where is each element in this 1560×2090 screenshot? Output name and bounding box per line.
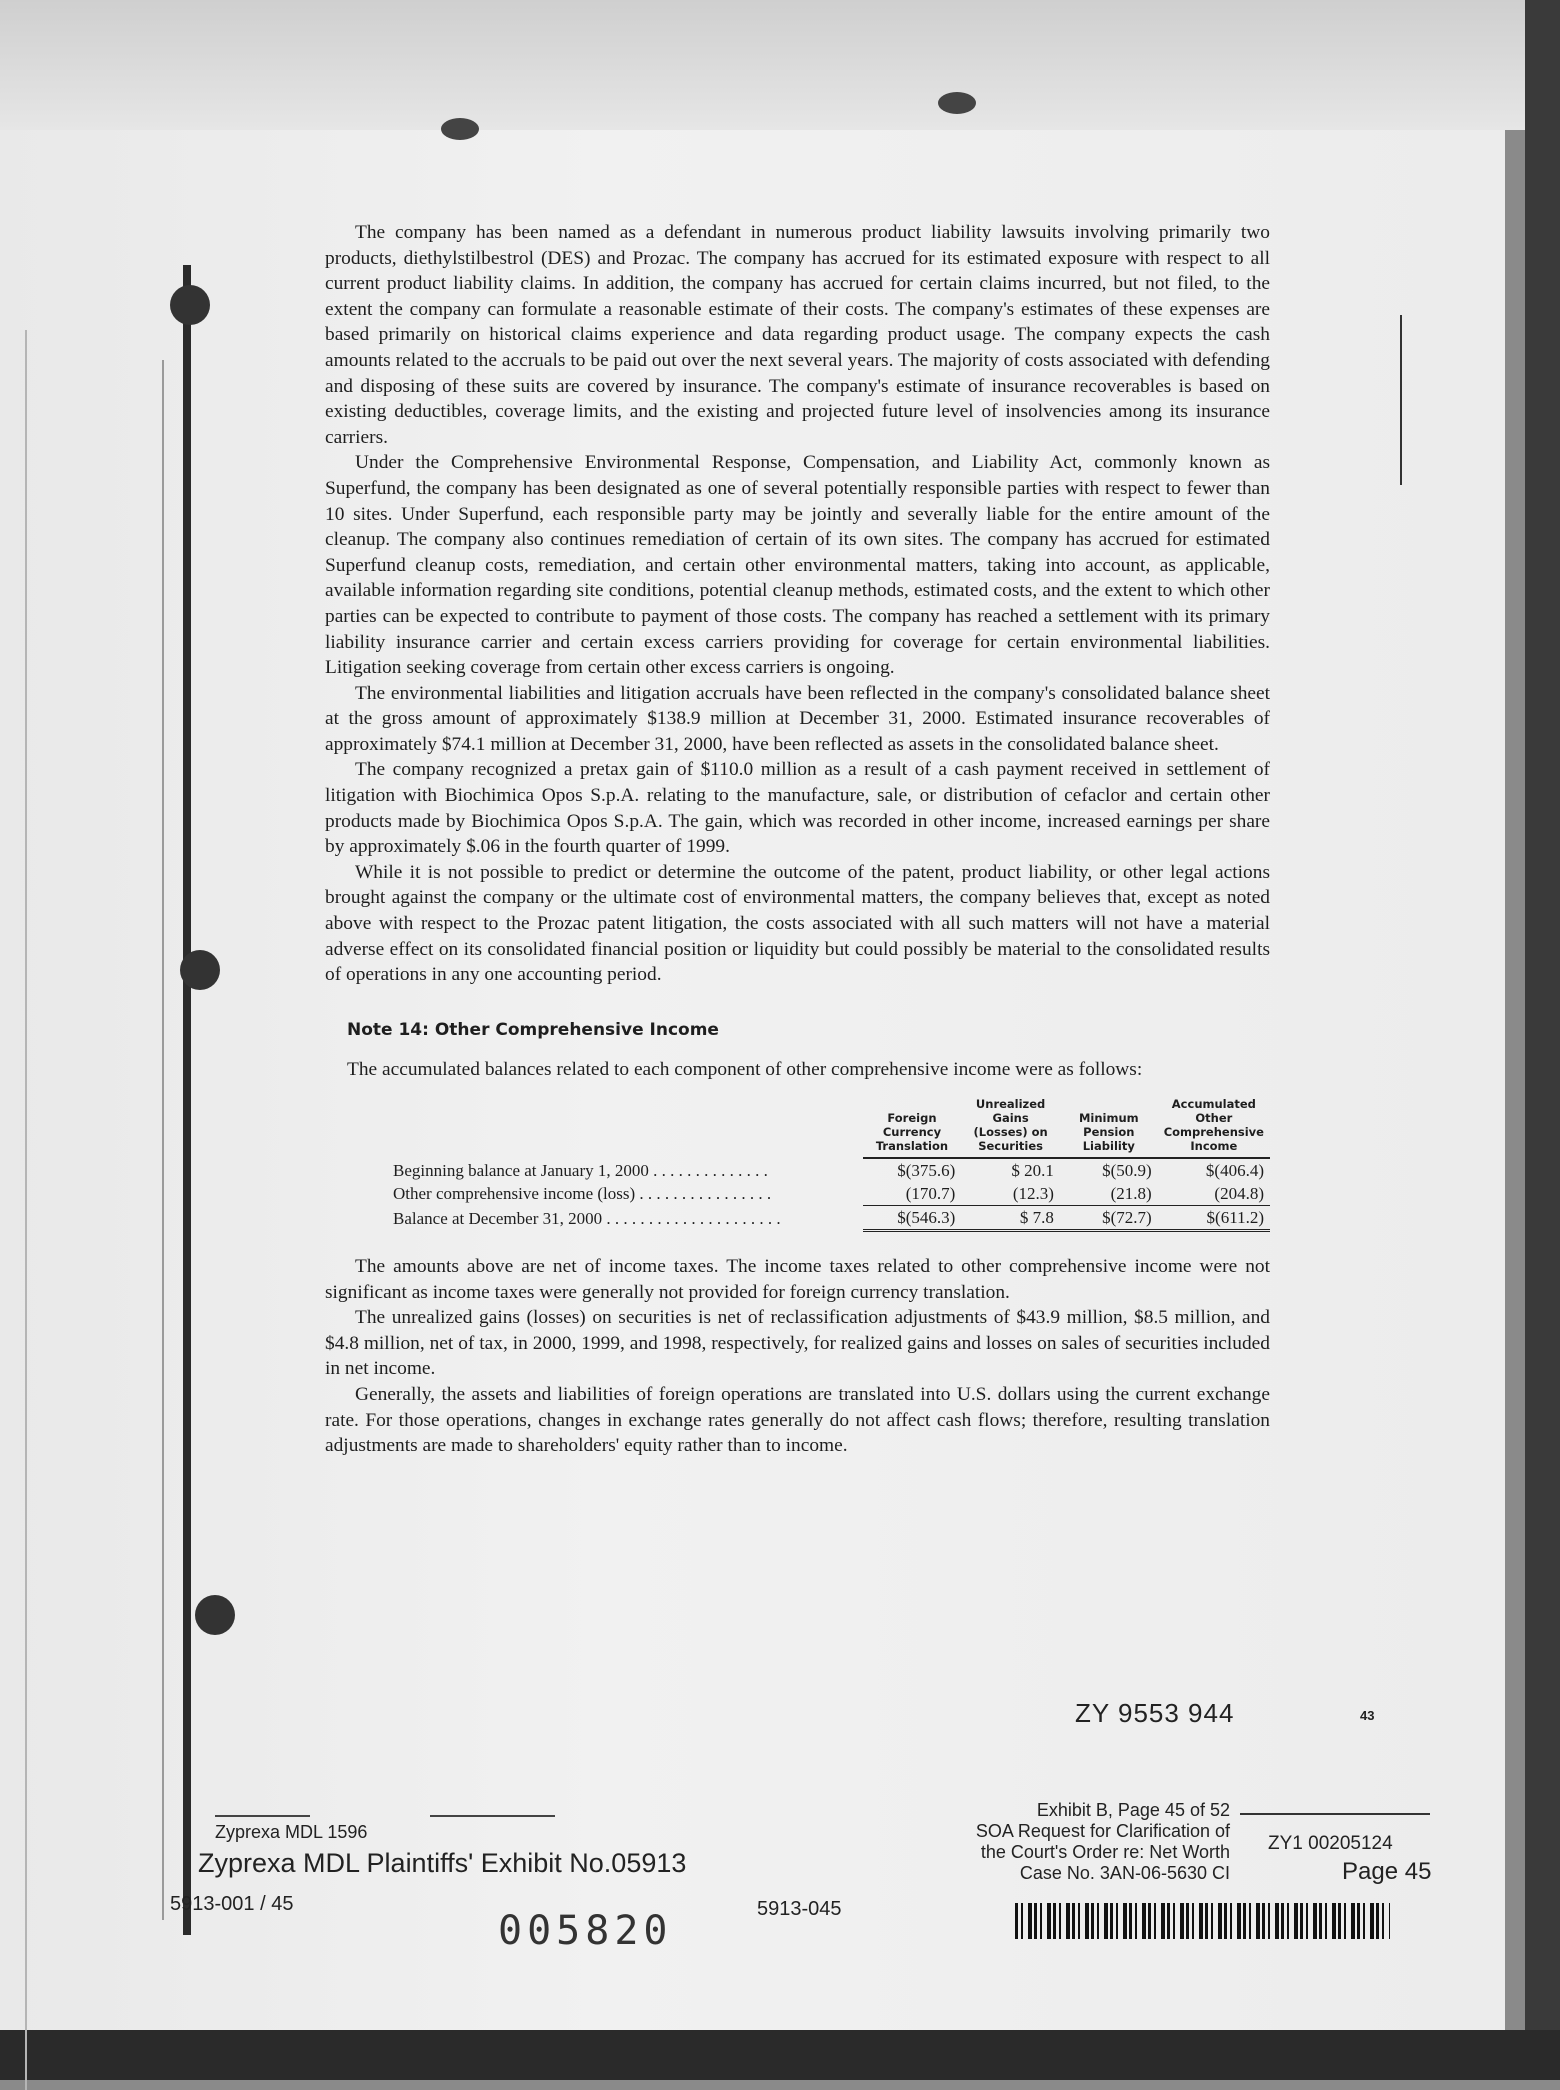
exhibit-b-line: Case No. 3AN-06-5630 CI [1019, 1863, 1230, 1883]
cell-value: $(375.6) [863, 1158, 962, 1182]
binding-ring-2 [180, 950, 220, 990]
paragraph-pretax-gain: The company recognized a pretax gain of $110.0 million as a result of a cash payment received in settlement of litigation with Biochimica Opos S.p.A. relating to the manufacture, sale, or distribution of cefaclor and certain other products made by Biochimica Opos S.p.A. The gain, which was recorded in other income, increased earnings per share by approximately $.06 in the fourth quarter of 1999. [325, 759, 1270, 858]
header-spacer [387, 1097, 863, 1158]
exhibit-b-stamp [940, 1800, 1230, 1884]
cell-value: (170.7) [863, 1182, 962, 1206]
document-body [325, 220, 1270, 1459]
cell-value: (12.3) [961, 1182, 1060, 1206]
page-number: 43 [1360, 1708, 1375, 1723]
row-label: Beginning balance at January 1, 2000 . . . . . . . . . . . . . . [393, 1160, 768, 1180]
background-bottom [0, 2030, 1560, 2080]
cell-value: $(611.2) [1158, 1206, 1270, 1231]
column-header: Foreign Currency Translation [875, 1111, 949, 1153]
page-label: Page 45 [1342, 1858, 1432, 1885]
table-row [387, 1206, 1270, 1231]
column-header: Unrealized Gains (Losses) on Securities [973, 1097, 1048, 1153]
cell-value: $ 20.1 [961, 1158, 1060, 1182]
row-label: Balance at December 31, 2000 . . . . . . . . . . . . . . . . . . . . . [393, 1208, 781, 1228]
punch-hole-left [441, 118, 479, 140]
exhibit-b-line: SOA Request for Clarification of [975, 1821, 1230, 1841]
exhibit-b-line: the Court's Order re: Net Worth [980, 1842, 1230, 1862]
zy1-document-id: ZY1 00205124 [1268, 1833, 1393, 1854]
cell-value: $(50.9) [1060, 1158, 1158, 1182]
exhibit-id-left: 5913-001 / 45 [170, 1893, 294, 1915]
background-edge [1525, 0, 1560, 2080]
bates-number: ZY 9553 944 [1075, 1698, 1235, 1728]
cell-value: (21.8) [1060, 1182, 1158, 1206]
punch-hole-right [938, 92, 976, 114]
cell-value: $(406.4) [1158, 1158, 1270, 1182]
rule-mark [1240, 1813, 1430, 1815]
binding-ring-3 [195, 1595, 235, 1635]
exhibit-b-line: Exhibit B, Page 45 of 52 [1036, 1800, 1230, 1820]
note-explanations [325, 1254, 1270, 1459]
note-title: Note 14: Other Comprehensive Income [347, 1019, 719, 1040]
table-row [387, 1158, 1270, 1182]
cell-value: (204.8) [1158, 1182, 1270, 1206]
column-header: Accumulated Other Comprehensive Income [1163, 1097, 1264, 1153]
binding-ring-1 [170, 285, 210, 325]
underlying-page [0, 0, 1560, 130]
cell-value: $(546.3) [863, 1206, 962, 1231]
rule-mark [430, 1815, 555, 1817]
paragraph-legal-outlook: While it is not possible to predict or determine the outcome of the patent, product liability, or other legal actions brought against the company or the ultimate cost of environmental matters, the company believes that, except as noted above with respect to the Prozac patent litigation, the costs associated with all such matters will not have a material adverse effect on its consolidated financial position or liquidity but could possibly be material to the consolidated results of operations in any one accounting period. [325, 861, 1270, 986]
oci-table [387, 1097, 1270, 1232]
barcode [1015, 1903, 1390, 1939]
paragraph-unrealized-gains: The unrealized gains (losses) on securities is net of reclassification adjustments of $43.9 million, $8.5 million, and $4.8 million, net of tax, in 2000, 1999, and 1998, respectively, for realized gains and losses on sales of securities included in net income. [325, 1307, 1270, 1380]
rule-mark [215, 1815, 310, 1817]
cell-value: $(72.7) [1060, 1206, 1158, 1231]
binding-line [183, 265, 191, 1935]
exhibit-title: Zyprexa MDL Plaintiffs' Exhibit No.05913 [198, 1848, 687, 1878]
row-label: Other comprehensive income (loss) . . . . . . . . . . . . . . . . [393, 1184, 772, 1204]
margin-line [25, 330, 27, 2090]
paragraph-foreign-operations: Generally, the assets and liabilities of foreign operations are translated into U.S. dollars using the current exchange rate. For those operations, changes in exchange rates generally do not affect cash flows; therefore, resulting translation adjustments are made to shareholders' equity rather than to income. [325, 1383, 1270, 1457]
mdl-label: Zyprexa MDL 1596 [215, 1822, 368, 1842]
binding-shadow [162, 360, 164, 1920]
cell-value: $ 7.8 [961, 1206, 1060, 1231]
paragraph-income-taxes: The amounts above are net of income taxes. The income taxes related to other comprehensive income were not significant as income taxes were generally not provided for foreign currency translation. [325, 1256, 1270, 1303]
table-header-row [387, 1097, 1270, 1158]
paragraph-environmental-accruals: The environmental liabilities and litigation accruals have been reflected in the company's consolidated balance sheet at the gross amount of approximately $138.9 million at December 31, 2000. Estimated insurance recoverables of approximately $74.1 million at December 31, 2000, have been reflected as assets in the consolidated balance sheet. [325, 682, 1270, 755]
right-margin-mark [1400, 315, 1402, 485]
note-intro: The accumulated balances related to each component of other comprehensive income were as follows: [347, 1059, 1143, 1081]
table-row [387, 1182, 1270, 1206]
paragraph-product-liability: The company has been named as a defendant in numerous product liability lawsuits involving primarily two products, diethylstilbestrol (DES) and Prozac. The company has accrued for its estimated exposure with respect to all current product liability claims. In addition, the company has accrued for certain claims incurred, but not filed, to the extent the company can formulate a reasonable estimate of their costs. The company's estimates of these expenses are based primarily on historical claims experience and data regarding product usage. The company expects the cash amounts related to the accruals to be paid out over the next several years. The majority of costs associated with defending and disposing of these suits are covered by insurance. The company's estimate of insurance recoverables is based on existing deductibles, coverage limits, and the existing and projected future level of insolvencies among its insurance carriers. [325, 222, 1270, 448]
exhibit-id-middle: 5913-045 [757, 1898, 842, 1920]
paragraph-superfund: Under the Comprehensive Environmental Response, Compensation, and Liability Act, commonly known as Superfund, the company has been designated as one of several potentially responsible parties with respect to fewer than 10 sites. Under Superfund, each responsible party may be jointly and severally liable for the entire amount of the cleanup. The company also continues remediation of certain of its own sites. The company has accrued for estimated Superfund cleanup costs, remediation, and certain other environmental matters, taking into account, as applicable, available information regarding site conditions, potential cleanup methods, estimated costs, and the extent to which other parties can be expected to contribute to payment of those costs. The company has reached a settlement with its primary liability insurance carrier and certain excess carriers providing for coverage for certain environmental liabilities. Litigation seeking coverage from certain other excess carriers is ongoing. [325, 452, 1270, 679]
serial-number: 005820 [498, 1908, 673, 1954]
column-header: Minimum Pension Liability [1078, 1111, 1139, 1153]
